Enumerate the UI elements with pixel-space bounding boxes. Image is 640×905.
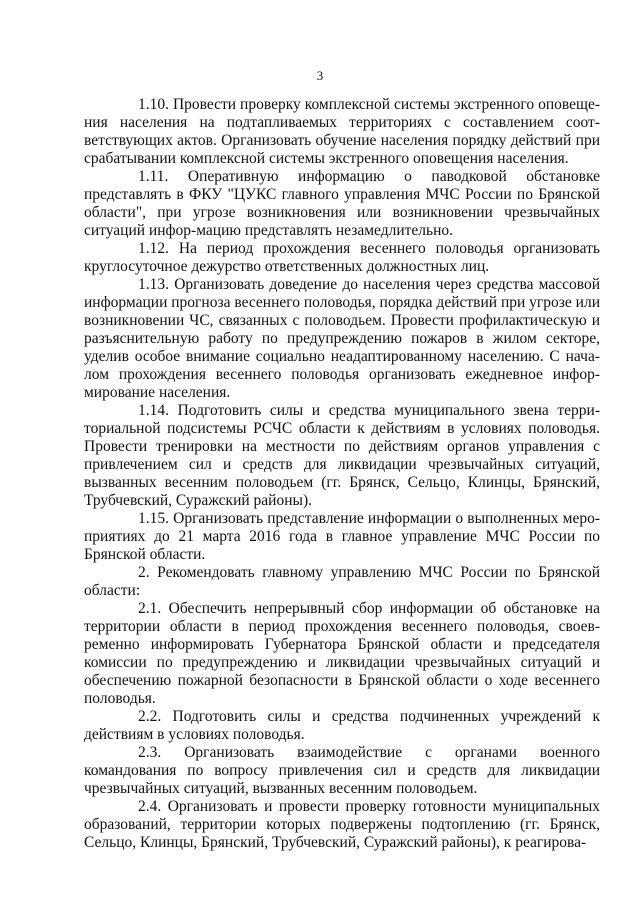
paragraph-1-15: 1.15. Организовать представление информации о выполненных меро-приятиях до 21 марта 2016 года в главное управление МЧС России по Брянской области. [84,510,600,563]
paragraph-1-11: 1.11. Оперативную информацию о паводковой обстановке представлять в ФКУ "ЦУКС главного управления МЧС России по Брянской области", при угрозе возникновения или возникновении чрезвычайных ситуаций инфор-мацию представлять незамедлительно. [84,168,600,239]
paragraph-2-2: 2.2. Подготовить силы и средства подчиненных учреждений к действиям в условиях половодья. [84,708,600,743]
page-number: 3 [316,68,324,83]
paragraph-1-14: 1.14. Подготовить силы и средства муниципального звена терри-ториальной подсистемы РСЧС области к действиям в условиях половодья. Провести тренировки на местности по действиям органов управления с привлечением сил и средств для ликвидации чрезвычайных ситуаций, вызванных весенним половодьем (гг. Брянск, Сельцо, Клинцы, Брянский, Трубчевский, Суражский районы). [84,402,600,509]
document-body [84,96,600,852]
paragraph-2-1: 2.1. Обеспечить непрерывный сбор информации об обстановке на территории области в период прохождения весеннего половодья, своев-ременно информировать Губернатора Брянской области и председателя комиссии по предупреждению и ликвидации чрезвычайных ситуаций и обеспечению пожарной безопасности в Брянской области о ходе весеннего половодья. [84,600,600,707]
paragraph-1-13: 1.13. Организовать доведение до населения через средства массовой информации прогноза весеннего половодья, порядка действий при угрозе или возникновении ЧС, связанных с половодьем. Провести профилактическую и разъяснительную работу по предупреждению пожаров в жилом секторе, уделив особое внимание социально неадаптированному населению. С нача-лом прохождения весеннего половодья организовать ежедневное инфор-мирование населения. [84,276,600,401]
paragraph-2-3: 2.3. Организовать взаимодействие с органами военного командования по вопросу привлечения сил и средств для ликвидации чрезвычайных ситуаций, вызванных весенним половодьем. [84,744,600,797]
paragraph-1-12: 1.12. На период прохождения весеннего половодья организовать круглосуточное дежурство ответственных должностных лиц. [84,240,600,275]
paragraph-2: 2. Рекомендовать главному управлению МЧС России по Брянской области: [84,564,600,599]
paragraph-2-4: 2.4. Организовать и провести проверку готовности муниципальных образований, территории которых подвержены подтоплению (гг. Брянск, Сельцо, Клинцы, Брянский, Трубчевский, Суражский районы), к реагирова- [84,798,600,851]
paragraph-1-10: 1.10. Провести проверку комплексной системы экстренного оповеще-ния населения на подтапливаемых территориях с составлением соот-ветствующих актов. Организовать обучение населения порядку действий при срабатывании комплексной системы экстренного оповещения населения. [84,96,600,167]
